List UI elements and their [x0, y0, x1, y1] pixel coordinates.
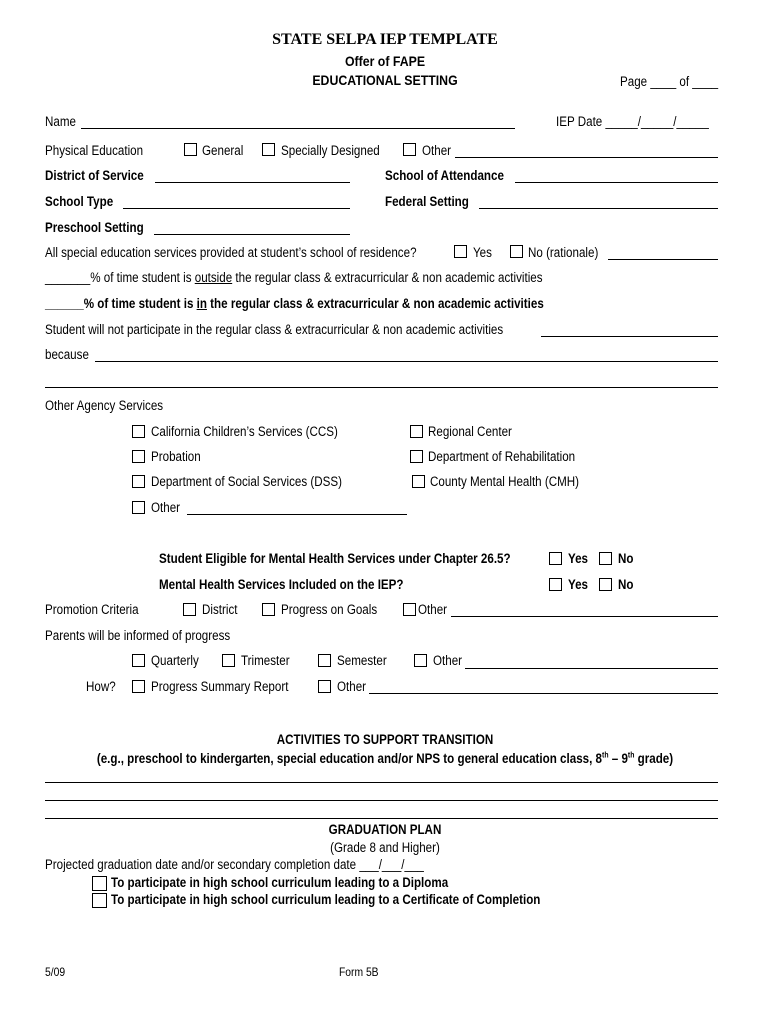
residence-rationale-field[interactable]: [608, 259, 718, 260]
school-type-label: School Type: [45, 194, 114, 209]
promotion-other-checkbox[interactable]: [403, 603, 416, 616]
pe-general-checkbox[interactable]: [184, 143, 197, 156]
percent-in-suffix: the regular class & extracurricular & non academic activities: [206, 296, 544, 311]
promotion-criteria-label: Promotion Criteria: [45, 602, 139, 617]
physical-education-label: Physical Education: [45, 143, 144, 158]
form-subtitle: Offer of FAPE: [344, 53, 426, 69]
summary-report-checkbox[interactable]: [132, 680, 145, 693]
mh-eligible-no-label: No: [618, 551, 634, 566]
quarterly-label: Quarterly: [151, 653, 199, 668]
agency-other-field[interactable]: [187, 514, 407, 515]
transition-dash: – 9: [608, 751, 628, 766]
mh-eligible-yes-checkbox[interactable]: [549, 552, 562, 565]
percent-outside-prefix: _______% of time student is: [45, 270, 195, 285]
name-field[interactable]: [81, 128, 515, 129]
certificate-checkbox[interactable]: [92, 893, 107, 908]
ccs-label: California Children’s Services (CCS): [151, 424, 338, 439]
transition-field-1[interactable]: [45, 782, 718, 783]
how-other-field[interactable]: [369, 693, 718, 694]
district-of-service-label: District of Service: [45, 168, 144, 183]
promotion-district-checkbox[interactable]: [183, 603, 196, 616]
footer-date: 5/09: [45, 965, 66, 979]
diploma-checkbox[interactable]: [92, 876, 107, 891]
transition-subtitle-text: (e.g., preschool to kindergarten, special education and/or NPS to general education class, 8: [96, 751, 603, 766]
district-of-service-field[interactable]: [155, 182, 350, 183]
promotion-progress-label: Progress on Goals: [281, 602, 378, 617]
pe-other-checkbox[interactable]: [403, 143, 416, 156]
transition-subtitle-end: grade): [634, 751, 674, 766]
semester-label: Semester: [337, 653, 387, 668]
mh-included-yes-checkbox[interactable]: [549, 578, 562, 591]
transition-field-3[interactable]: [45, 818, 718, 819]
school-of-attendance-field[interactable]: [515, 182, 718, 183]
preschool-setting-label: Preschool Setting: [45, 220, 144, 235]
mh-included-question: Mental Health Services Included on the IEP?: [159, 577, 404, 592]
pe-general-label: General: [202, 143, 244, 158]
transition-subtitle: [84, 751, 686, 767]
school-of-attendance-label: School of Attendance: [385, 168, 504, 183]
certificate-label: To participate in high school curriculum leading to a Certificate of Completion: [111, 892, 541, 907]
promotion-other-label: Other: [418, 602, 448, 617]
other-agency-label: Other Agency Services: [45, 398, 164, 413]
name-label: Name: [45, 114, 76, 129]
pe-other-label: Other: [422, 143, 452, 158]
regional-center-label: Regional Center: [428, 424, 512, 439]
promotion-district-label: District: [202, 602, 238, 617]
cmh-label: County Mental Health (CMH): [430, 474, 580, 489]
not-participate-label: Student will not participate in the regular class & extracurricular & non academic activities: [45, 322, 504, 337]
progress-other-label: Other: [433, 653, 463, 668]
how-label: How?: [86, 679, 116, 694]
residence-yes-label: Yes: [473, 245, 492, 260]
percent-outside-suffix: the regular class & extracurricular & non academic activities: [232, 270, 543, 285]
in-word: in: [196, 296, 207, 311]
form-title: STATE SELPA IEP TEMPLATE: [272, 31, 498, 48]
trimester-label: Trimester: [241, 653, 290, 668]
semester-checkbox[interactable]: [318, 654, 331, 667]
page-number: Page ____ of ____: [620, 74, 719, 89]
residence-question: All special education services provided at student’s school of residence?: [45, 245, 417, 260]
pe-specially-designed-label: Specially Designed: [281, 143, 380, 158]
because-label: because: [45, 347, 89, 362]
pe-other-field[interactable]: [455, 157, 718, 158]
cmh-checkbox[interactable]: [412, 475, 425, 488]
probation-checkbox[interactable]: [132, 450, 145, 463]
mh-eligible-no-checkbox[interactable]: [599, 552, 612, 565]
agency-other-label: Other: [151, 500, 181, 515]
sup-th-1: th: [602, 750, 609, 760]
because-field[interactable]: [95, 361, 718, 362]
promotion-progress-checkbox[interactable]: [262, 603, 275, 616]
iep-date[interactable]: IEP Date _____/_____/_____: [556, 114, 709, 129]
because-field-line-2[interactable]: [45, 387, 718, 388]
federal-setting-field[interactable]: [479, 208, 718, 209]
residence-no-checkbox[interactable]: [510, 245, 523, 258]
graduation-grade: (Grade 8 and Higher): [330, 840, 440, 855]
pe-specially-designed-checkbox[interactable]: [262, 143, 275, 156]
projected-graduation-date[interactable]: Projected graduation date and/or secondary completion date ___/___/___: [45, 857, 424, 872]
transition-title: ACTIVITIES TO SUPPORT TRANSITION: [276, 732, 494, 747]
mh-included-yes-label: Yes: [568, 577, 589, 592]
residence-yes-checkbox[interactable]: [454, 245, 467, 258]
progress-other-checkbox[interactable]: [414, 654, 427, 667]
trimester-checkbox[interactable]: [222, 654, 235, 667]
percent-in-prefix: ______% of time student is: [45, 296, 197, 311]
rehabilitation-label: Department of Rehabilitation: [428, 449, 576, 464]
section-title: EDUCATIONAL SETTING: [312, 72, 458, 88]
progress-report-label: Parents will be informed of progress: [45, 628, 231, 643]
how-other-label: Other: [337, 679, 367, 694]
promotion-other-field[interactable]: [451, 616, 718, 617]
progress-other-field[interactable]: [465, 668, 718, 669]
footer-form-number: Form 5B: [339, 965, 379, 979]
probation-label: Probation: [151, 449, 201, 464]
ccs-checkbox[interactable]: [132, 425, 145, 438]
federal-setting-label: Federal Setting: [385, 194, 469, 209]
summary-report-label: Progress Summary Report: [151, 679, 289, 694]
dss-checkbox[interactable]: [132, 475, 145, 488]
sup-th-2: th: [627, 750, 635, 760]
preschool-setting-field[interactable]: [154, 234, 350, 235]
transition-field-2[interactable]: [45, 800, 718, 801]
how-other-checkbox[interactable]: [318, 680, 331, 693]
outside-word: outside: [194, 270, 233, 285]
mh-included-no-label: No: [618, 577, 634, 592]
mh-eligible-question: Student Eligible for Mental Health Services under Chapter 26.5?: [159, 551, 511, 566]
not-participate-field[interactable]: [541, 336, 718, 337]
mh-eligible-yes-label: Yes: [568, 551, 589, 566]
percent-outside-line[interactable]: [45, 270, 543, 286]
dss-label: Department of Social Services (DSS): [151, 474, 342, 489]
rehabilitation-checkbox[interactable]: [410, 450, 423, 463]
diploma-label: To participate in high school curriculum leading to a Diploma: [111, 875, 449, 890]
regional-center-checkbox[interactable]: [410, 425, 423, 438]
agency-other-checkbox[interactable]: [132, 501, 145, 514]
school-type-field[interactable]: [123, 208, 350, 209]
mh-included-no-checkbox[interactable]: [599, 578, 612, 591]
graduation-title: GRADUATION PLAN: [328, 822, 442, 837]
quarterly-checkbox[interactable]: [132, 654, 145, 667]
percent-in-line[interactable]: [45, 296, 544, 312]
residence-no-label: No (rationale): [528, 245, 599, 260]
